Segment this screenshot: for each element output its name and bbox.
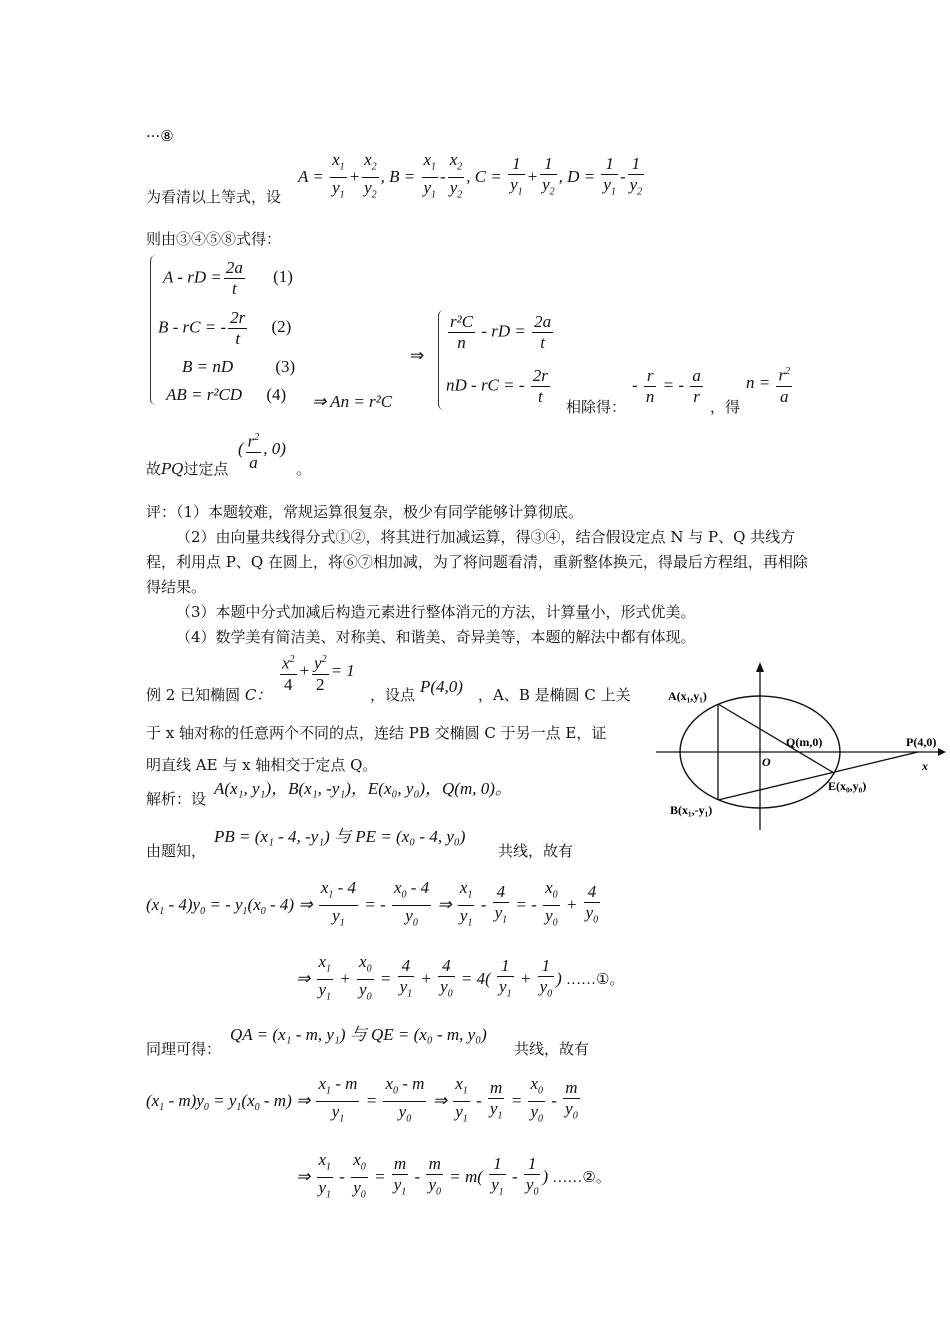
collinear-2: 共线，故有	[514, 1040, 590, 1058]
label-x: x	[922, 759, 928, 773]
right-eq-2: nD - rC = - $\frac{2r}{t}$	[446, 366, 548, 406]
pb-pe-vectors: PB = (x₁ - 4, -y₁) 与 PE = (x₀ - 4, y₀)	[214, 827, 466, 846]
conclusion-period: 。	[296, 460, 312, 478]
derivation-1: $(x_1 - 4)y_0$ = - $y_1(x_0 - 4)$ ⇒ $\frac{x_1 - 4}{y_1}$ = - $\frac{x_0 - 4}{y_0}$ ⇒ $\frac{x_1}{y_1}$ - $\frac{4}{y_1}$ = - $\frac{x_0}{y_0}$ + $\frac{4}{y_0}$	[146, 878, 599, 929]
collinear-1: 共线，故有	[498, 842, 574, 860]
implies-an: ⇒ An = r²C	[312, 392, 393, 411]
equation-marker: ···⑧	[146, 127, 174, 145]
example2-line2: 于 x 轴对称的任意两个不同的点，连结 PB 交椭圆 C 于另一点 E，证	[146, 724, 607, 742]
example2-point: P(4,0)	[420, 677, 463, 696]
divide-text: 相除得：	[566, 398, 627, 416]
given-label: 由题知，	[146, 842, 207, 860]
ellipse-equation: $\frac{x^2}{4}$ + $\frac{y^2}{2}$ = 1	[278, 650, 355, 695]
solution-points: A(x₁, y₁)，B(x₁, -y₁)，E(x₀, y₀)，Q(m, 0)。	[214, 779, 512, 798]
comment-1: 评：（1）本题较难，常规运算很复杂，极少有同学能够计算彻底。	[146, 503, 584, 521]
derivation-2: ⇒ $\frac{x_1}{y_1}$ + $\frac{x_0}{y_0}$ = $\frac{4}{y_1}$ + $\frac{4}{y_0}$ = 4( $\frac{1}{y_1}$ + $\frac{1}{y_0}$ ) ……①。	[296, 952, 625, 1003]
comment-4: （4）数学美有简洁美、对称美、和谐美、奇异美等，本题的解法中都有体现。	[176, 628, 696, 646]
qa-qe-vectors: QA = (x₁ - m, y₁) 与 QE = (x₀ - m, y₀)	[230, 1025, 487, 1044]
get-text: ，得	[710, 398, 741, 416]
label-p: P(4,0)	[906, 735, 937, 749]
ratio-eq: - $\frac{r}{n}$ = - $\frac{a}{r}$	[632, 366, 701, 406]
abcd-definitions: A = $\frac{x_1}{y_1}$ + $\frac{x_2}{y_2}$ , B = $\frac{x_1}{y_1}$ - $\frac{x_2}{y_2}$ , C = $\frac{1}{y_1}$ + $\frac{1}{y_2}$ , D = $\frac{1}{y_1}$ - $\frac{1}{y_2}$	[298, 150, 643, 201]
system-eq-3: B = nD (3)	[182, 357, 296, 376]
example2-line3: 明直线 AE 与 x 轴相交于定点 Q。	[146, 756, 378, 774]
fixed-point: ( $\frac{r^2}{a}$ , 0)	[238, 428, 286, 473]
solution-label: 解析：设	[146, 790, 207, 808]
example2-line1: 例 2 已知椭圆 C：	[146, 686, 272, 704]
derivation-3: $(x_1 - m)y_0 = y_1(x_0 - m)$ ⇒ $\frac{x_1 - m}{y_1}$ = $\frac{x_0 - m}{y_0}$ ⇒ $\frac{x_1}{y_1}$ - $\frac{m}{y_1}$ = $\frac{x_0}{y_0}$ - $\frac{m}{y_0}$	[146, 1074, 578, 1125]
system-eq-1: A - rD = $\frac{2a}{t}$ (1)	[163, 258, 293, 298]
conclusion: 故PQ过定点	[146, 460, 229, 478]
segment-bp	[718, 752, 918, 800]
label-q: Q(m,0)	[786, 735, 823, 749]
label-b: B(x₁,-y₁)	[670, 803, 713, 817]
comment-2: （2）由向量共线得分式①②，将其进行加减运算，得③④，结合假设定点 N 与 P、Q 共线方程，利用点 P、Q 在圆上，将⑥⑦相加减，为了将问题看清，重新整体换元，得最后方程组，再相除得结果。	[146, 528, 808, 596]
label-e: E(x₀,y₀)	[828, 779, 867, 793]
example2-set: ，设点	[370, 686, 416, 704]
ellipse-figure	[648, 660, 948, 835]
derivation-4: ⇒ $\frac{x_1}{y_1}$ - $\frac{x_0}{y_0}$ = $\frac{m}{y_1}$ - $\frac{m}{y_0}$ = m( $\frac{1}{y_1}$ - $\frac{1}{y_0}$ ) ……②。	[296, 1150, 611, 1201]
implies-arrow: ⇒	[410, 346, 425, 365]
system-eq-4: AB = r²CD (4)	[166, 385, 287, 404]
x-axis-arrow	[938, 748, 946, 756]
system-eq-2: B - rC = - $\frac{2r}{t}$ (2)	[158, 308, 292, 348]
label-a: A(x₁,y₁)	[668, 689, 707, 703]
let-intro: 为看清以上等式，设	[146, 188, 282, 206]
then-line: 则由③④⑤⑧式得：	[146, 230, 282, 248]
n-result: n = $\frac{r^2}{a}$	[746, 362, 794, 407]
label-o: O	[762, 755, 771, 769]
comment-3: （3）本题中分式加减后构造元素进行整体消元的方法，计算量小，形式优美。	[176, 603, 696, 621]
same-label: 同理可得：	[146, 1040, 222, 1058]
example2-after: ，A、B 是椭圆 C 上关	[478, 686, 631, 704]
y-axis-arrow	[756, 662, 764, 672]
right-eq-1: $\frac{\text{r²C}}{n}$ - rD = $\frac{2a}{t}$	[450, 312, 552, 352]
